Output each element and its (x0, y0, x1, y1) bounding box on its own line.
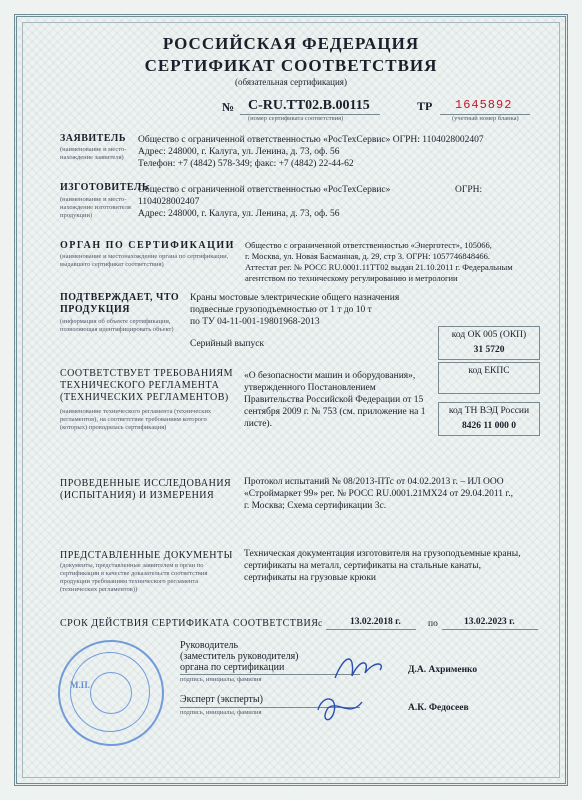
tests-label-line2: (ИСПЫТАНИЯ) И ИЗМЕРЕНИЯ (60, 490, 215, 501)
regulations-label-line2: ТЕХНИЧЕСКОГО РЕГЛАМЕНТА (60, 380, 220, 391)
tnved-box (438, 402, 540, 436)
validity-to-date: 13.02.2023 г. (464, 617, 515, 627)
certbody-note: (наименование и местонахождение органа по сертификации, выдавшего сертификат соответствия) (60, 253, 229, 268)
head-name: Д.А. Ахрименко (408, 665, 478, 675)
regulations-line4: сентября 2009 г. № 753 (см. приложение на 1 (244, 407, 426, 417)
head-line3: органа по сертификации (180, 662, 285, 673)
okp-box (438, 326, 540, 360)
docs-line2: сертификаты на металл, сертификаты на стальные канаты, (244, 561, 481, 571)
head-line1: Руководитель (180, 640, 239, 651)
tests-line1: Протокол испытаний № 08/2013-ПТс от 04.02.2013 г. – ИЛ ООО (244, 477, 504, 487)
regulations-line2: утвержденного Постановлением (244, 383, 376, 393)
manufacturer-line2: 1104028002407 (138, 197, 200, 207)
blank-caption: (учетный номер бланка) (452, 115, 519, 122)
applicant-line1: Общество с ограниченной ответственностью «РосТехСервис» ОГРН: 1104028002407 (138, 135, 484, 145)
certbody-line2: г. Москва, ул. Новая Басманная, д. 29, стр 3. ОГРН: 1057746848466. (245, 251, 490, 261)
product-label-line2: ПРОДУКЦИЯ (60, 304, 130, 315)
docs-label: ПРЕДСТАВЛЕННЫЕ ДОКУМЕНТЫ (60, 550, 233, 561)
expert-label: Эксперт (эксперты) (180, 694, 263, 705)
ekps-label: код ЕКПС (468, 366, 510, 376)
regulations-line5: листе). (244, 419, 272, 429)
validity-label: СРОК ДЕЙСТВИЯ СЕРТИФИКАТА СООТВЕТСТВИЯ (60, 618, 319, 629)
certificate-title: СЕРТИФИКАТ СООТВЕТСТВИЯ (144, 56, 438, 75)
product-serial: Серийный выпуск (190, 339, 265, 349)
manufacturer-note: (наименование и место-нахождение изготовителя продукции) (60, 196, 131, 219)
certbody-line4: агентством по техническому регулированию и метрологии (245, 273, 458, 283)
product-line2: подвесные грузоподъемностью от 1 т до 10 т (190, 305, 372, 315)
expert-name: А.К. Федосеев (408, 703, 469, 713)
certbody-line1: Общество с ограниченной ответственностью «Энерготест», 105066, (245, 240, 492, 250)
regulations-line3: Правительства Российской Федерации от 15 (244, 395, 424, 405)
regulations-label-line1: СООТВЕТСТВУЕТ ТРЕБОВАНИЯМ (60, 368, 233, 379)
number-caption: (номер сертификата соответствия) (248, 115, 344, 122)
validity-from-prefix: с (318, 619, 323, 629)
tests-label-line1: ПРОВЕДЕННЫЕ ИССЛЕДОВАНИЯ (60, 478, 232, 489)
official-stamp (58, 640, 164, 746)
docs-note: (документы, представленные заявителем в орган по сертификации в качестве доказательств соответствия продукции требованиям технического регламента (технических регламентов)) (60, 562, 208, 593)
okp-value: 31 5720 (473, 345, 505, 355)
validity-from-date: 13.02.2018 г. (350, 617, 401, 627)
applicant-label: ЗАЯВИТЕЛЬ (60, 133, 126, 144)
certbody-line3: Аттестат рег. № РОСС RU.0001.11ТТ02 выдан 21.10.2011 г. Федеральным (245, 262, 513, 272)
country-title: РОССИЙСКАЯ ФЕДЕРАЦИЯ (162, 34, 420, 53)
validity-to-prefix: по (428, 619, 438, 629)
expert-sign-caption: подпись, инициалы, фамилия (180, 709, 262, 716)
docs-line1: Техническая документация изготовителя на грузоподъемные краны, (244, 549, 521, 559)
product-line3: по ТУ 04-11-001-19801968-2013 (190, 317, 320, 327)
applicant-line2: Адрес: 248000, г. Калуга, ул. Ленина, д. 73, оф. 56 (138, 147, 340, 157)
head-line2: (заместитель руководителя) (180, 651, 299, 662)
applicant-note: (наименование и место-нахождение заявителя) (60, 146, 127, 161)
expert-signature (310, 690, 370, 730)
head-signature (330, 648, 390, 688)
regulations-line1: «О безопасности машин и оборудования», (244, 371, 416, 381)
okp-label: код ОК 005 (ОКП) (451, 330, 527, 340)
product-line1: Краны мостовые электрические общего назначения (190, 293, 400, 303)
ekps-box (438, 362, 540, 394)
manufacturer-line1: Общество с ограниченной ответственностью «РосТехСервис» (138, 185, 391, 195)
product-label-line1: ПОДТВЕРЖДАЕТ, ЧТО (60, 292, 180, 303)
certbody-label: ОРГАН ПО СЕРТИФИКАЦИИ (60, 240, 235, 251)
head-sign-caption: подпись, инициалы, фамилия (180, 676, 262, 683)
manufacturer-line3: Адрес: 248000, г. Калуга, ул. Ленина, д. 73, оф. 56 (138, 209, 340, 219)
tests-line2: «Строймаркет 99» рег. № РОСС RU.0001.21МХ24 от 29.04.2011 г., (244, 489, 514, 499)
tr-label: ТР (417, 99, 433, 113)
docs-line3: сертификаты на грузовые крюки (244, 573, 377, 583)
tnved-label: код ТН ВЭД России (448, 406, 530, 416)
tests-line3: г. Москва; Схема сертификации 3с. (244, 501, 387, 511)
regulations-note: (наименование технического регламента (технических регламентов), на соответствие требованиям которого (которых) проводилась сертификация) (60, 408, 212, 431)
tnved-value: 8426 11 000 0 (461, 421, 517, 431)
certificate-subtitle: (обязательная сертификация) (235, 77, 347, 87)
number-prefix: № (222, 100, 235, 114)
stamp-mp-label: М.П. (70, 680, 90, 690)
manufacturer-ogrn-label: ОГРН: (455, 185, 483, 195)
manufacturer-label: ИЗГОТОВИТЕЛЬ (60, 182, 149, 193)
certificate-number: C-RU.ТТ02.В.00115 (248, 98, 370, 113)
regulations-label-line3: (ТЕХНИЧЕСКИХ РЕГЛАМЕНТОВ) (60, 392, 229, 403)
blank-number: 1645892 (455, 98, 513, 112)
applicant-line3: Телефон: +7 (4842) 578-349; факс: +7 (4842) 22-44-62 (138, 159, 354, 169)
product-note: (информация об объекте сертификации, позволяющая идентифицировать объект) (60, 318, 174, 333)
